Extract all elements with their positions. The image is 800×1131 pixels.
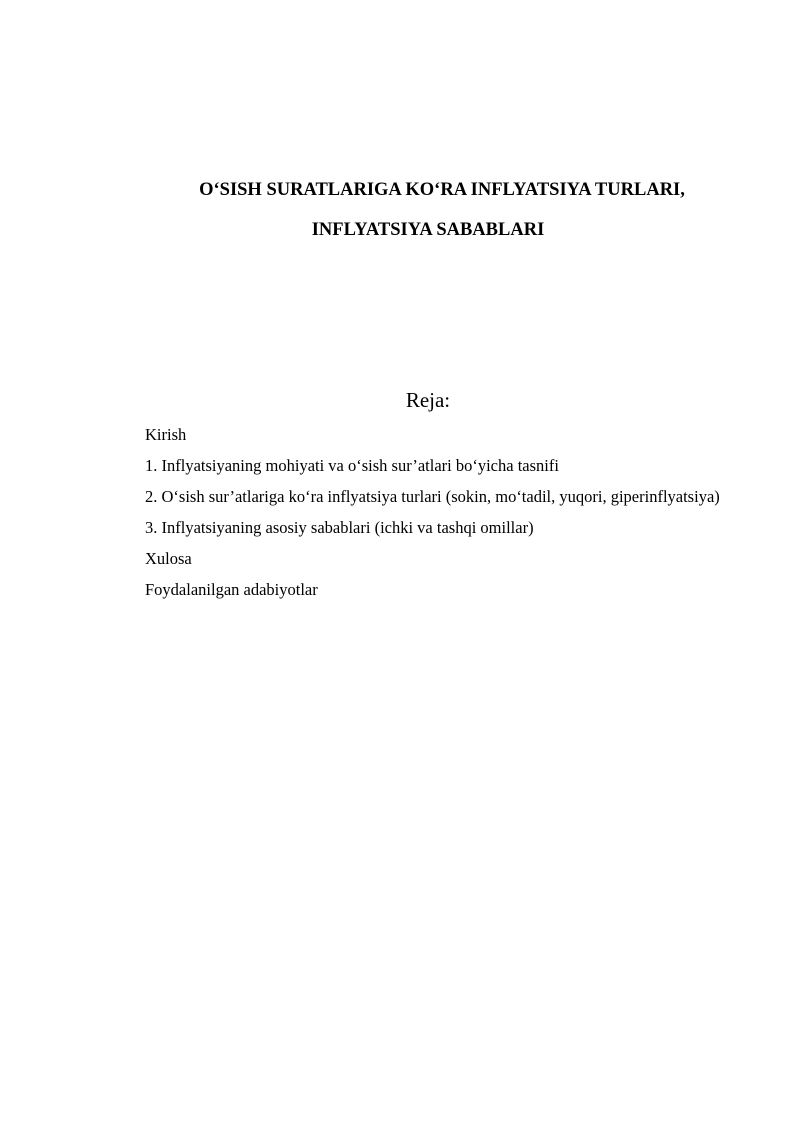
plan-item-references: Foydalanilgan adabiyotlar [145,580,318,599]
plan-item-1: 1. Inflyatsiyaning mohiyati va o‘sish sur’atlari bo‘yicha tasnifi [145,456,559,475]
title-line-2: INFLYATSIYA SABABLARI [311,220,545,240]
plan-list [113,419,743,605]
plan-item-conclusion: Xulosa [145,549,192,568]
title-line-1: O‘SISH SURATLARIGA KO‘RA INFLYATSIYA TURLARI, [199,180,685,200]
document-title [113,170,743,250]
plan-heading: Reja: [405,388,451,412]
plan-item-3: 3. Inflyatsiyaning asosiy sabablari (ichki va tashqi omillar) [145,518,534,537]
plan-item-2: 2. O‘sish sur’atlariga ko‘ra inflyatsiya turlari (sokin, mo‘tadil, yuqori, giperinflyatsiya) [145,487,720,506]
plan-item-introduction: Kirish [145,425,187,444]
